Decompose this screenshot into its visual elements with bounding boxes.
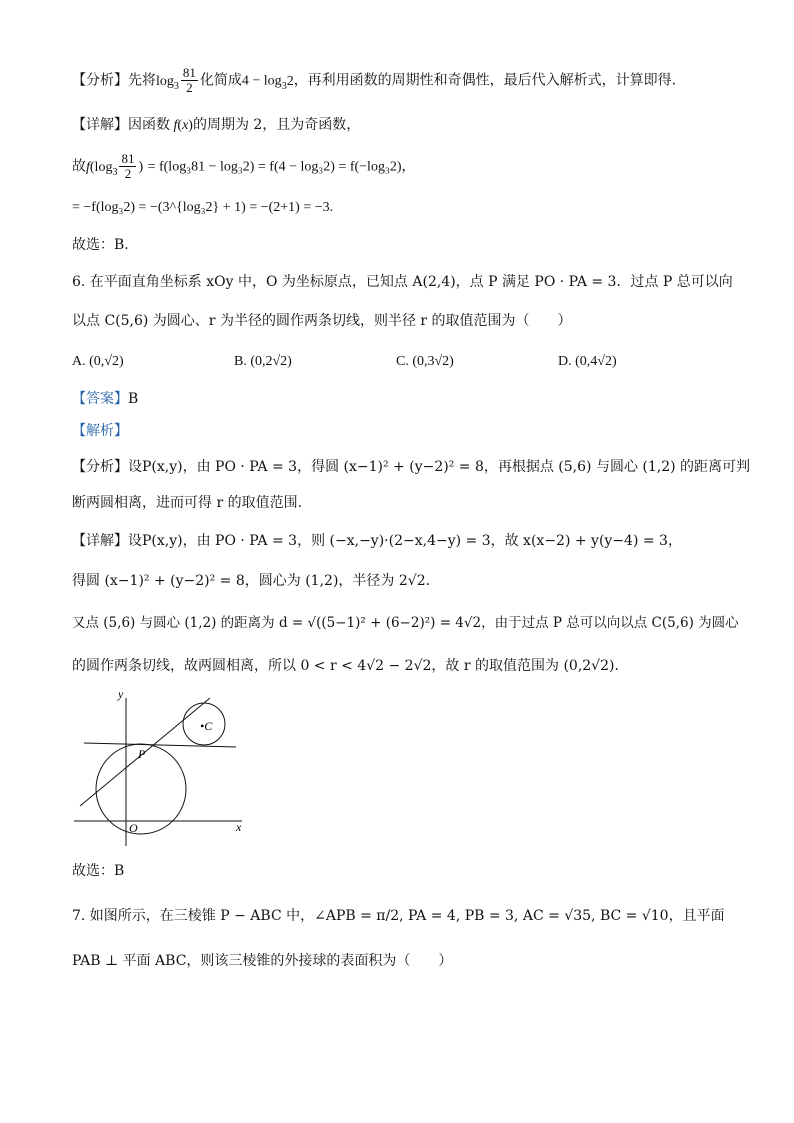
question-6-options [72, 351, 754, 375]
choose-text-1: 故选：B． [72, 237, 139, 253]
answer-line [72, 388, 754, 410]
answer-value: B [128, 391, 139, 407]
q6-detail-line-1 [72, 530, 754, 552]
detail-text-a: 因函数 [128, 117, 170, 133]
label-x: x [236, 820, 242, 834]
option-a: A. (0,√2) [72, 354, 124, 369]
question-6-line-2 [72, 310, 754, 332]
q6-analysis-text-2: 断两圆相离，进而可得 r 的取值范围. [72, 495, 303, 511]
q6-analysis-line-1 [72, 456, 754, 478]
q6-detail-line-4 [72, 655, 754, 677]
q6-detail-text-3: 又点 (5,6) 与圆心 (1,2) 的距离为 d = √((5−1)² + (6−2)²) = 4√2，由于过点 P 总可以向以点 C(5,6) 为圆心 [72, 615, 739, 631]
detail-text-b: 的周期为 2，且为奇函数， [192, 117, 361, 133]
q6-detail-text-2: 得圆 (x−1)² + (y−2)² = 8，圆心为 (1,2)，半径为 2√2． [72, 573, 440, 589]
question-6-text-2: 以点 C(5,6) 为圆心、r 为半径的圆作两条切线，则半径 r 的取值范围为（ ） [72, 313, 572, 329]
q6-detail-line-2 [72, 570, 754, 592]
label-p: P [138, 747, 146, 761]
question-7-line-2 [72, 950, 754, 972]
question-6-line-1 [72, 271, 754, 293]
analysis-line-1: 【分析】先将$\log_3$ $\frac{81}{2}$ 化简成$4 - \log_32$，再利用函数的周期性和奇偶性，最后代入解析式，计算即得. [72, 65, 677, 95]
choose-text-2: 故选：B [72, 863, 125, 879]
jiexi-line [72, 420, 754, 442]
option-b: B. (0,2√2) [234, 354, 292, 369]
question-7-text-1: 7. 如图所示，在三棱锥 P − ABC 中，∠APB = π/2, PA = 4, PB = 3, AC = √35, BC = √10，且平面 [72, 908, 725, 924]
choose-line-2 [72, 860, 754, 882]
q6-detail-text-1: 设P(x,y)，由 PO · PA = 3，则 (−x,−y)·(2−x,4−y) = 3，故 x(x−2) + y(y−4) = 3， [128, 533, 682, 549]
label-c: •C [200, 719, 213, 733]
question-6-text-1: 6. 在平面直角坐标系 xOy 中，O 为坐标原点，已知点 A(2,4)，点 P 满足 PO · PA = 3．过点 P 总可以向 [72, 274, 733, 290]
analysis-text-mid: 化简成 [199, 72, 242, 89]
q6-detail-tag: 【详解】 [72, 533, 128, 549]
detail-tag: 【详解】 [72, 117, 128, 133]
label-y: y [118, 688, 124, 701]
analysis-text-pre: 先将 [128, 72, 156, 89]
q6-analysis-tag: 【分析】 [72, 459, 128, 475]
analysis-text-post: ，再利用函数的周期性和奇偶性，最后代入解析式，计算即得. [293, 72, 677, 89]
jiexi-tag: 【解析】 [72, 423, 128, 439]
detail-equation-2: = f(log₃81 − log₃2) = f(4 − log₃2) = f(−log₃2)， [147, 159, 416, 175]
answer-tag: 【答案】 [72, 391, 128, 407]
analysis-tag: 【分析】 [72, 72, 128, 89]
choose-line-1 [72, 234, 754, 256]
analysis-expr: 4 − log [241, 73, 282, 89]
detail-equation-3: = −f(log₃2) = −(3^{log₃2} + 1) = −(2+1) = −3. [72, 200, 334, 215]
option-d: D. (0,4√2) [558, 354, 617, 369]
question-7-text-2: PAB ⊥ 平面 ABC，则该三棱锥的外接球的表面积为（ ） [72, 953, 453, 969]
detail-line-2: 故$f(\log_3$ $\frac{81}{2}$ ) = f(log₃81 − log₃2) = f(4 − log₃2) = f(−log₃2)， [72, 151, 416, 181]
label-o: O [129, 821, 138, 835]
option-c: C. (0,3√2) [396, 354, 454, 369]
detail-line-3 [72, 196, 754, 219]
q6-analysis-text-1: 设P(x,y)，由 PO · PA = 3，得圆 (x−1)² + (y−2)² = 8，再根据点 (5,6) 与圆心 (1,2) 的距离可判 [128, 459, 751, 475]
tangent-line-horizontal [84, 743, 236, 747]
geometry-figure [72, 688, 252, 848]
question-7-line-1 [72, 905, 754, 927]
fraction-81-over-2: $\frac{81}{2}$ [182, 65, 196, 95]
detail-line-1: 【详解】因函数 f(x)的周期为 2，且为奇函数， [72, 117, 361, 133]
q6-detail-line-3 [72, 612, 754, 634]
detail-text-gu: 故 [72, 158, 86, 175]
q6-detail-text-4: 的圆作两条切线，故两圆相离，所以 0 < r < 4√2 − 2√2，故 r 的取值范围为 (0,2√2)． [72, 658, 629, 674]
q6-analysis-line-2 [72, 492, 754, 514]
